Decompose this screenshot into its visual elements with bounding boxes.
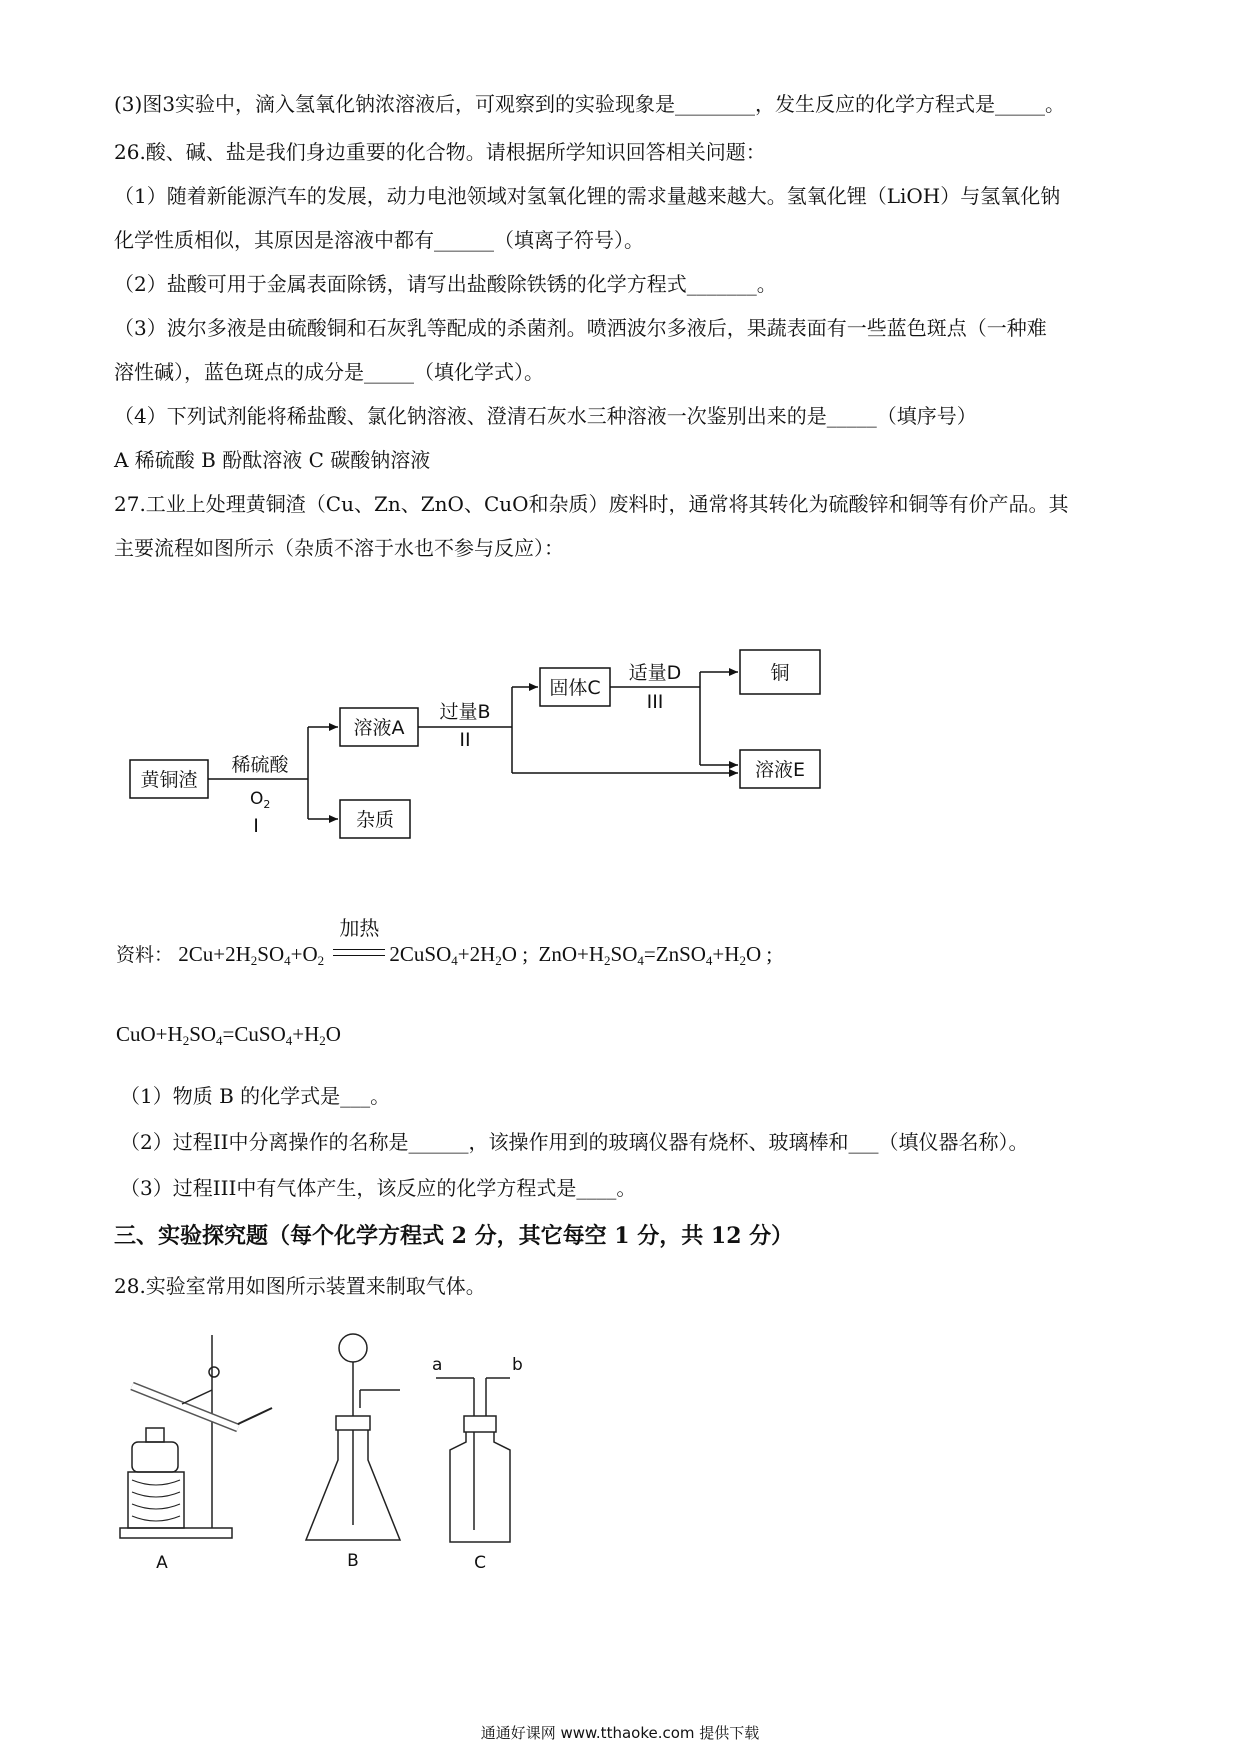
stopper-b <box>336 1416 370 1430</box>
label-apparatus-c: C <box>474 1553 486 1570</box>
q27-part2: （2）过程II中分离操作的名称是______，该操作用到的玻璃仪器有烧杯、玻璃棒和___（填仪器名称）。 <box>120 1130 1029 1154</box>
apparatus-a <box>120 1335 272 1538</box>
lab-apparatus-figure <box>110 1320 590 1570</box>
stopper-c <box>464 1416 496 1432</box>
apparatus-b <box>306 1334 400 1540</box>
q25-part3: (3)图3实验中，滴入氢氧化钠浓溶液后，可观察到的实验现象是________，发生反应的化学方程式是_____。 <box>114 92 1066 116</box>
q27-part1: （1）物质 B 的化学式是___。 <box>120 1084 391 1108</box>
data-label: 资料： <box>116 944 174 966</box>
step1-reagent: 稀硫酸 <box>231 754 289 776</box>
step3-number: III <box>646 691 664 713</box>
q26-part1-line1: （1）随着新能源汽车的发展，动力电池领域对氢氧化锂的需求量越来越大。氢氧化锂（LiOH）与氢氧化钠 <box>114 184 1061 208</box>
clamp-arm <box>182 1390 212 1404</box>
q26-part3-line2: 溶性碱），蓝色斑点的成分是_____（填化学式）。 <box>114 360 544 384</box>
delivery-tube <box>238 1408 272 1424</box>
q26-options: A 稀硫酸 B 酚酞溶液 C 碳酸钠溶液 <box>114 448 431 472</box>
heat-condition: 加热 <box>331 942 387 967</box>
iron-stand-base <box>120 1528 232 1538</box>
alcohol-lamp <box>132 1442 178 1472</box>
lamp-wick-holder <box>146 1428 164 1442</box>
equation-line-2: $CuO+H_2SO_4=CuSO_4+H_2O$ <box>116 1022 341 1048</box>
q26-stem: 26.酸、碱、盐是我们身边重要的化合物。请根据所学知识回答相关问题： <box>114 140 766 164</box>
q26-part3-line1: （3）波尔多液是由硫酸铜和石灰乳等配成的杀菌剂。喷洒波尔多液后，果蔬表面有一些蓝色斑点（一种难 <box>114 316 1047 340</box>
step1-oxygen: $O_2$ <box>250 789 271 811</box>
label-tube-a: a <box>432 1355 443 1375</box>
label-apparatus-b: B <box>347 1551 359 1570</box>
q28-stem: 28.实验室常用如图所示装置来制取气体。 <box>114 1274 486 1298</box>
step1-number: I <box>253 815 259 837</box>
q26-part2: （2）盐酸可用于金属表面除锈，请写出盐酸除铁锈的化学方程式_______。 <box>114 272 777 296</box>
label-solution-a: 溶液A <box>353 717 405 739</box>
gas-bottle <box>450 1432 510 1542</box>
step3-reagent: 适量D <box>628 662 682 684</box>
q27-stem-line1: 27.工业上处理黄铜渣（Cu、Zn、ZnO、CuO和杂质）废料时，通常将其转化为硫酸锌和铜等有价产品。其 <box>114 492 1069 516</box>
q27-stem-line2: 主要流程如图所示（杂质不溶于水也不参与反应）： <box>114 536 564 560</box>
wooden-block <box>128 1472 184 1528</box>
q27-part3: （3）过程III中有气体产生，该反应的化学方程式是____。 <box>120 1176 637 1200</box>
equation-line-1: 资料： $2Cu+2H_2SO_4+O_2$ 加热 $2CuSO_4+2H_2O$ ; $ZnO+H_2SO_4=ZnSO_4+H_2O$ ; <box>116 916 773 968</box>
process-flow-diagram <box>120 640 840 855</box>
label-brass-slag: 黄铜渣 <box>140 769 198 791</box>
step2-number: II <box>459 729 471 751</box>
section-3-heading: 三、实验探究题（每个化学方程式 2 分，其它每空 1 分，共 12 分） <box>114 1223 794 1249</box>
clamp-screw <box>209 1367 219 1377</box>
step2-reagent: 过量B <box>439 701 491 723</box>
page-footer: 通通好课网 www.tthaoke.com 提供下载 <box>480 1724 760 1742</box>
label-solid-c: 固体C <box>549 677 601 699</box>
label-solution-e: 溶液E <box>754 759 806 781</box>
funnel-bulb <box>339 1334 367 1362</box>
label-apparatus-a: A <box>156 1553 168 1570</box>
q26-part1-line2: 化学性质相似，其原因是溶液中都有______（填离子符号）。 <box>114 228 644 252</box>
label-copper: 铜 <box>770 662 790 684</box>
label-tube-b: b <box>512 1355 523 1375</box>
apparatus-c <box>436 1378 510 1542</box>
q26-part4: （4）下列试剂能将稀盐酸、氯化钠溶液、澄清石灰水三种溶液一次鉴别出来的是_____（填序号） <box>114 404 977 428</box>
label-impurity: 杂质 <box>355 809 395 831</box>
